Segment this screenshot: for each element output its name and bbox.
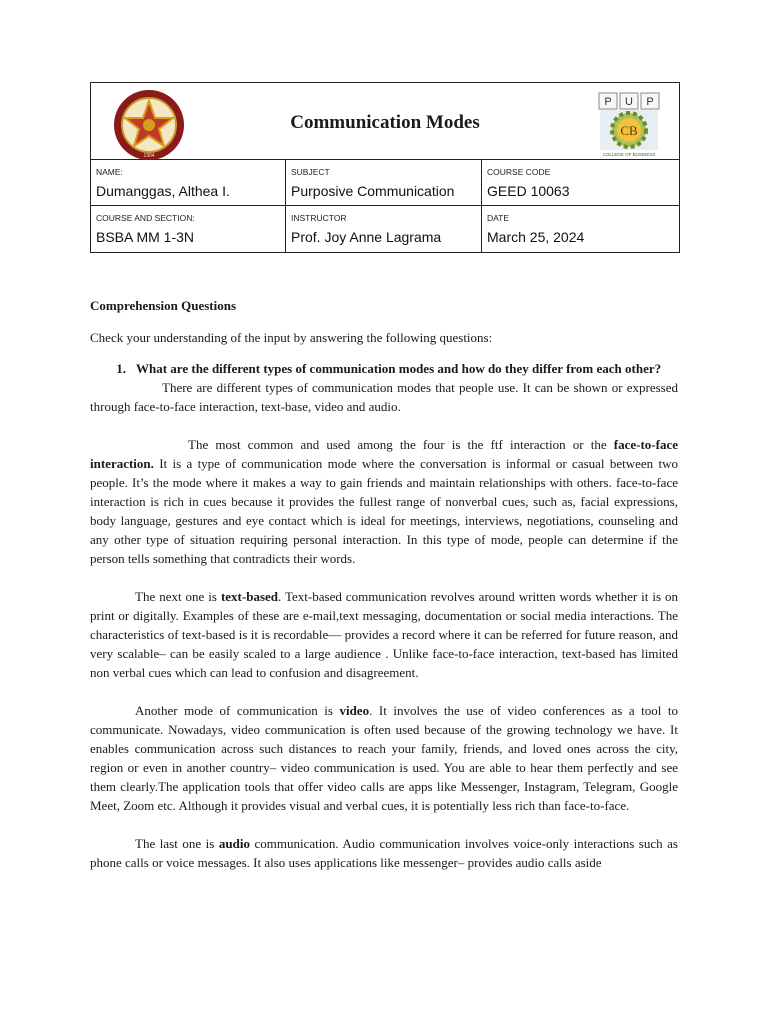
svg-text:U: U: [625, 96, 633, 108]
p5-bold: audio: [218, 836, 250, 851]
p4-text-pre: Another mode of communication is: [135, 703, 340, 718]
course-section-label: COURSE AND SECTION:: [96, 213, 195, 223]
answer-paragraph-5: [90, 834, 678, 872]
info-grid-row-2: [91, 206, 679, 252]
header-table: [90, 82, 680, 253]
question-number: 1.: [116, 361, 126, 376]
subject-cell: [286, 160, 482, 206]
section-heading: Comprehension Questions: [90, 298, 237, 313]
p2-text-pre: The most common and used among the four is the ftf interaction or the: [188, 437, 614, 452]
name-value: Dumanggas, Althea I.: [96, 183, 230, 199]
course-code-label: COURSE CODE: [487, 167, 551, 177]
info-grid: [91, 160, 679, 206]
course-section-cell: [91, 206, 286, 252]
college-of-business-logo-icon: [598, 92, 660, 158]
p2-bold: face-to-face interaction.: [90, 437, 678, 471]
p5-text-post: communication. Audio communication involves voice-only interactions such as phone calls or voice messages. It also uses applications like messenger– provides audio calls aside: [90, 836, 678, 870]
course-section-value: BSBA MM 1-3N: [96, 229, 195, 245]
instructor-cell: [286, 206, 482, 252]
question-item: [90, 359, 678, 378]
svg-text:P: P: [646, 96, 654, 108]
p4-text-post: . It involves the use of video conferences as a tool to communicate. Nowadays, video communication is often used because of the growing technology we have. It enables communication across such distances to reach your family, friends, and loved ones across the city, region or even in another country– video communication is used. You are able to hear them perfectly and see them clearly.The application tools that offer video calls are apps like Messenger, Instagram, Telegram, Google Meet, Zoom etc. Although it provides visual and verbal cues, it is potentially less rich than face-to-face.: [90, 703, 678, 813]
date-cell: [482, 206, 679, 252]
p5-text-pre: The last one is: [135, 836, 219, 851]
answer-paragraph-4: [90, 701, 678, 815]
question-text: What are the different types of communication modes and how do they differ from each other?: [136, 361, 662, 376]
p3-text-post: . Text-based communication revolves around written words whether it is on print or digitally. Examples of these are e-mail,text messaging, documentation or social media interactions. The characteristics of text-based is it is recordable— provides a record where it can be referred for future reason, and very scalable– can be easily scaled to a large audience . Unlike face-to-face interaction, text-based has limited non verbal cues which can lead to confusion and disagreement.: [90, 589, 678, 680]
p3-bold: text-based: [220, 589, 278, 604]
instruction-text: Check your understanding of the input by answering the following questions:: [90, 330, 493, 345]
p2-text-post: It is a type of communication mode where the conversation is informal or casual between two people. It’s the mode where it makes a way to gain friends and maintain relationships with others. face-to-face interaction is rich in cues because it provides the fullest range of nonverbal cues, such as, facial expressions, body language, gestures and eye contact which is ideal for meetings, interviews, negotiations, counseling and any other type of situation requiring personal interaction. In this type of mode, people can determine if the person tells something that contradicts their words.: [90, 456, 678, 566]
date-value: March 25, 2024: [487, 229, 585, 245]
instructor-label: INSTRUCTOR: [291, 213, 347, 223]
title-row: [91, 83, 679, 160]
instructor-value: Prof. Joy Anne Lagrama: [291, 229, 442, 245]
course-code-value: GEED 10063: [487, 183, 570, 199]
answer-paragraph-3: [90, 587, 678, 682]
p4-bold: video: [339, 703, 370, 718]
subject-value: Purposive Communication: [291, 183, 455, 199]
subject-label: SUBJECT: [291, 167, 330, 177]
date-label: DATE: [487, 213, 510, 223]
answer-paragraph-2: [90, 435, 678, 568]
svg-text:COLLEGE OF BUSINESS: COLLEGE OF BUSINESS: [602, 152, 656, 157]
name-label: NAME:: [96, 167, 123, 177]
name-cell: [91, 160, 286, 206]
svg-text:1904: 1904: [143, 153, 155, 159]
document-body: [90, 296, 678, 872]
course-code-cell: [482, 160, 679, 206]
p3-text-pre: The next one is: [135, 589, 221, 604]
svg-text:CB: CB: [620, 123, 638, 138]
page-title: Communication Modes: [290, 112, 480, 133]
answer-paragraph-1: There are different types of communication modes that people use. It can be shown or expressed through face-to-face interaction, text-base, video and audio.: [90, 380, 678, 414]
svg-text:P: P: [604, 96, 612, 108]
